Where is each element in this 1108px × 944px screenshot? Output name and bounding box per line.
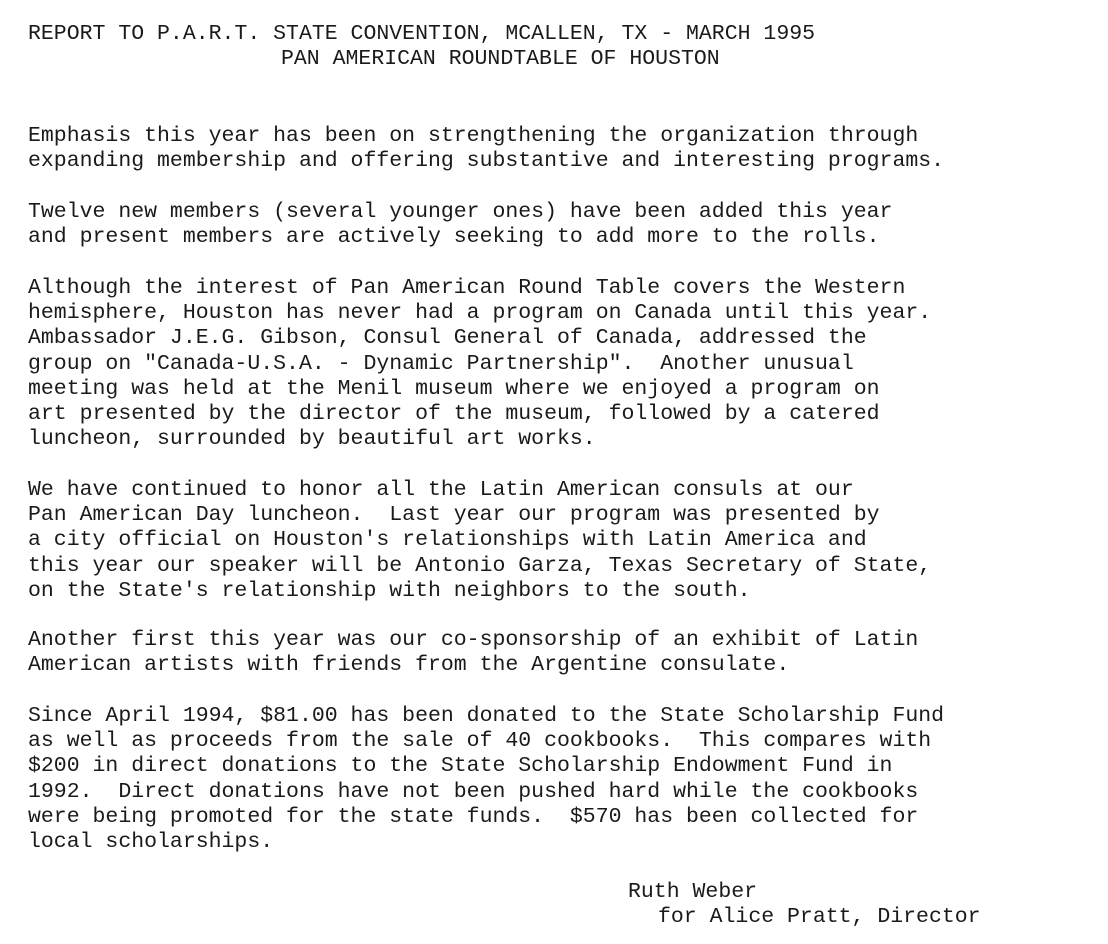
text-line: Although the interest of Pan American Round Table covers the Western [28, 276, 906, 300]
text-line: meeting was held at the Menil museum where we enjoyed a program on [28, 376, 880, 401]
text-line: as well as proceeds from the sale of 40 cookbooks. This compares with [28, 729, 932, 754]
text-line: were being promoted for the state funds. $570 has been collected for [28, 804, 919, 829]
text-line: Ambassador J.E.G. Gibson, Consul General of Canada, addressed the [28, 326, 867, 351]
text-line: Emphasis this year has been on strengthening the organization through [28, 124, 919, 148]
text-line: expanding membership and offering substantive and interesting programs. [28, 149, 945, 174]
text-line: on the State's relationship with neighbors to the south. [28, 578, 751, 603]
text-line: $200 in direct donations to the State Scholarship Endowment Fund in [28, 754, 893, 779]
paragraph-new-members [28, 200, 892, 250]
text-line: American artists with friends from the Argentine consulate. [28, 653, 790, 678]
paragraph-emphasis [28, 124, 944, 174]
text-line: Pan American Day luncheon. Last year our program was presented by [28, 503, 880, 528]
paragraph-consuls [28, 478, 931, 604]
signature-name: Ruth Weber [628, 880, 758, 904]
signature-title: for Alice Pratt, Director [658, 905, 981, 929]
text-line: and present members are actively seeking to add more to the rolls. [28, 225, 880, 250]
text-line: art presented by the director of the museum, followed by a catered [28, 402, 880, 427]
text-line: a city official on Houston's relationships with Latin America and [28, 528, 867, 553]
text-line: Twelve new members (several younger ones) have been added this year [28, 200, 893, 224]
paragraph-scholarship [28, 704, 944, 855]
text-line: hemisphere, Houston has never had a program on Canada until this year. [28, 301, 932, 326]
text-line: 1992. Direct donations have not been pushed hard while the cookbooks [28, 779, 919, 804]
text-line: luncheon, surrounded by beautiful art works. [28, 427, 596, 452]
text-line: group on "Canada-U.S.A. - Dynamic Partnership". Another unusual [28, 351, 854, 376]
report-title: REPORT TO P.A.R.T. STATE CONVENTION, MCALLEN, TX - MARCH 1995 [28, 22, 816, 46]
paragraph-exhibit [28, 628, 918, 678]
paragraph-programs [28, 276, 931, 452]
text-line: this year our speaker will be Antonio Garza, Texas Secretary of State, [28, 553, 932, 578]
organization-title: PAN AMERICAN ROUNDTABLE OF HOUSTON [281, 47, 720, 71]
text-line: Since April 1994, $81.00 has been donated to the State Scholarship Fund [28, 704, 945, 728]
text-line: We have continued to honor all the Latin American consuls at our [28, 478, 854, 502]
text-line: local scholarships. [28, 830, 274, 855]
text-line: Another first this year was our co-sponsorship of an exhibit of Latin [28, 628, 919, 652]
